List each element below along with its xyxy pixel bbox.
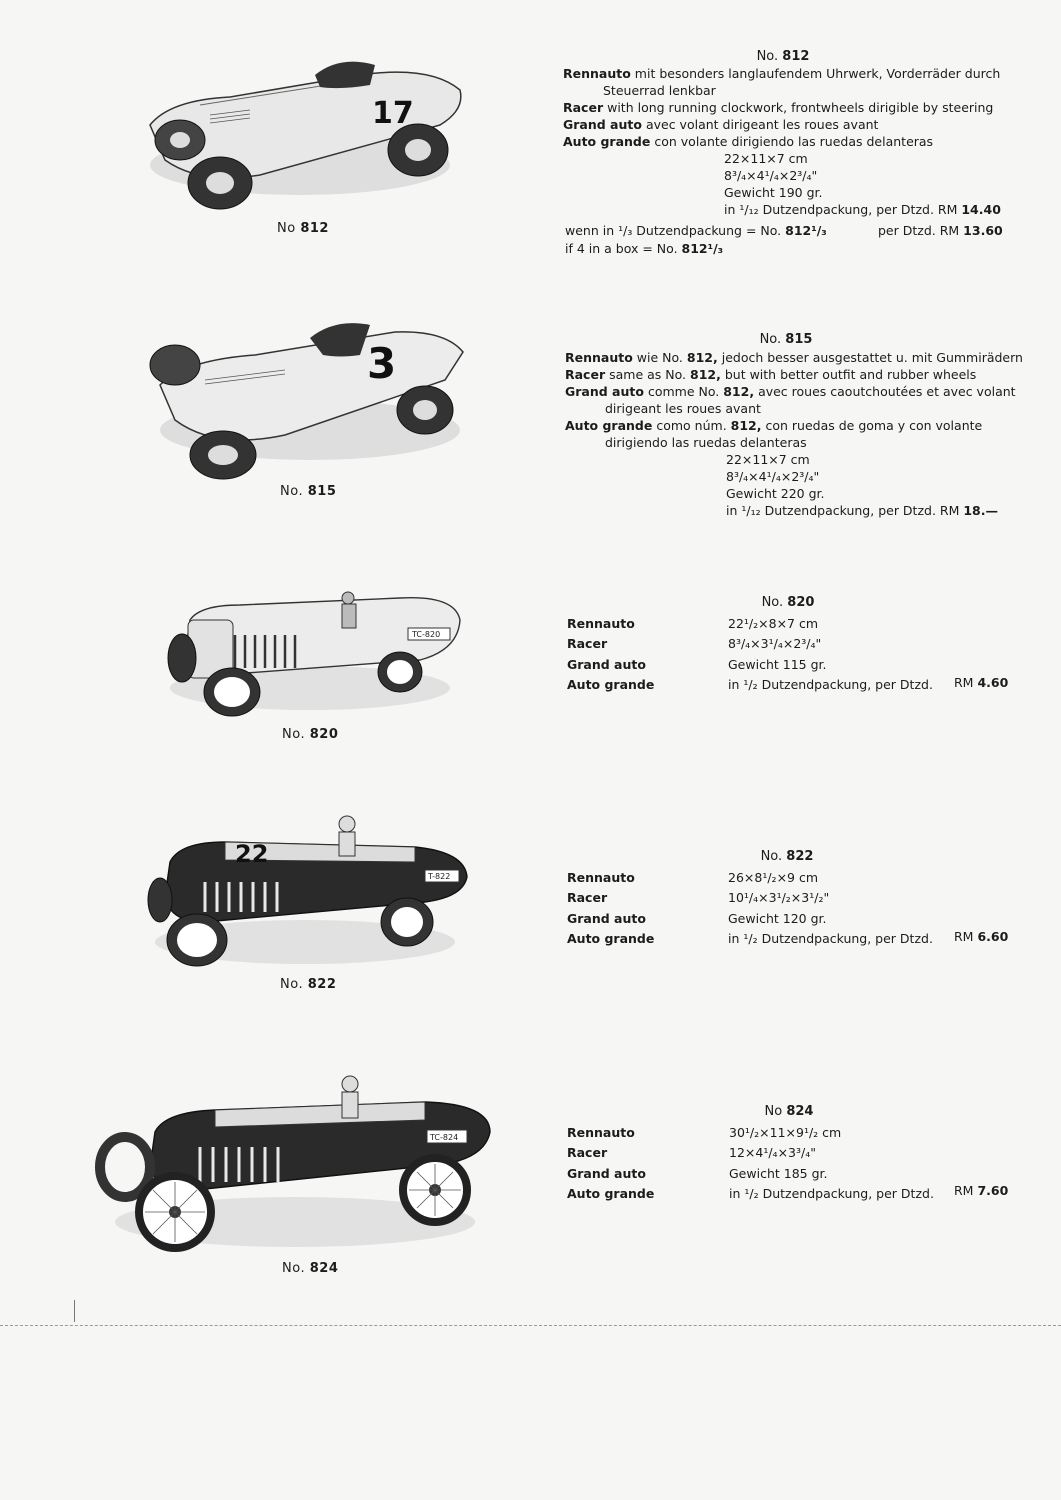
car-number-815: 3 bbox=[367, 339, 397, 388]
caption-820: No. 820 bbox=[282, 727, 339, 742]
margin-mark bbox=[74, 1300, 75, 1322]
price-824: RM 7.60 bbox=[954, 1183, 1009, 1198]
racer-822-illustration bbox=[145, 812, 470, 972]
description-812: Rennauto mit besonders langlaufendem Uhrwerk, Vorderräder durch Steuerrad lenkbar Racer with long running clockwork, frontwheels dirigible by steering Grand auto avec volant dirigeant les roues avant Auto grande con volante dirigiendo las ruedas delanteras bbox=[563, 66, 1001, 149]
specs-820: 22¹/₂×8×7 cm 8³/₄×3¹/₄×2³/₄" Gewicht 115 gr. in ¹/₂ Dutzendpackung, per Dtzd. bbox=[728, 616, 933, 692]
heading-824: No 824 bbox=[764, 1104, 814, 1119]
page-edge-line bbox=[0, 1325, 1061, 1326]
price-820: RM 4.60 bbox=[954, 675, 1009, 690]
specs-824: 30¹/₂×11×9¹/₂ cm 12×4¹/₄×3³/₄" Gewicht 185 gr. in ¹/₂ Dutzendpackung, per Dtzd. bbox=[729, 1125, 934, 1201]
heading-820: No. 820 bbox=[761, 595, 815, 610]
names-822: Rennauto Racer Grand auto Auto grande bbox=[567, 870, 655, 946]
racer-820-illustration bbox=[160, 580, 465, 720]
plate-820: TC-820 bbox=[412, 630, 441, 639]
extra-price-812: wenn in ¹/₃ Dutzendpackung = No. 812¹/₃ bbox=[565, 223, 827, 238]
heading-812: No. 812 bbox=[756, 49, 810, 64]
racer-824-illustration bbox=[95, 1072, 495, 1257]
specs-815: 22×11×7 cm 8³/₄×4¹/₄×2³/₄" Gewicht 220 gr. in ¹/₁₂ Dutzendpackung, per Dtzd. RM 18.— bbox=[726, 452, 999, 518]
racer-815-illustration bbox=[145, 310, 470, 480]
caption-822: No. 822 bbox=[280, 977, 337, 992]
caption-824: No. 824 bbox=[282, 1261, 339, 1276]
heading-822: No. 822 bbox=[760, 849, 814, 864]
caption-815: No. 815 bbox=[280, 484, 337, 499]
box-note-812: if 4 in a box = No. 812¹/₃ bbox=[565, 241, 724, 256]
price-822: RM 6.60 bbox=[954, 929, 1009, 944]
names-824: Rennauto Racer Grand auto Auto grande bbox=[567, 1125, 655, 1201]
description-815: Rennauto wie No. 812, jedoch besser ausgestattet u. mit Gummirädern Racer same as No. 812, but with better outfit and rubber wheels Grand auto comme No. 812, avec roues caoutchoutées et avec volant dirigeant les roues avant Auto grande como núm. 812, con ruedas de goma y con volante dirigiendo las ruedas delanteras bbox=[565, 350, 1023, 450]
extra-rm-812: per Dtzd. RM 13.60 bbox=[878, 223, 1003, 238]
car-number-812: 17 bbox=[372, 96, 414, 131]
racer-812-illustration bbox=[140, 55, 470, 215]
plate-824: TC-824 bbox=[430, 1133, 459, 1142]
specs-822: 26×8¹/₂×9 cm 10¹/₄×3¹/₂×3¹/₂" Gewicht 120 gr. in ¹/₂ Dutzendpackung, per Dtzd. bbox=[728, 870, 933, 946]
car-number-822: 22 bbox=[235, 840, 269, 868]
caption-812: No 812 bbox=[277, 221, 329, 236]
plate-822: T-822 bbox=[428, 872, 451, 881]
heading-815: No. 815 bbox=[759, 332, 813, 347]
names-820: Rennauto Racer Grand auto Auto grande bbox=[567, 616, 655, 692]
specs-812: 22×11×7 cm 8³/₄×4¹/₄×2³/₄" Gewicht 190 gr. in ¹/₁₂ Dutzendpackung, per Dtzd. RM 14.40 bbox=[724, 151, 1001, 217]
